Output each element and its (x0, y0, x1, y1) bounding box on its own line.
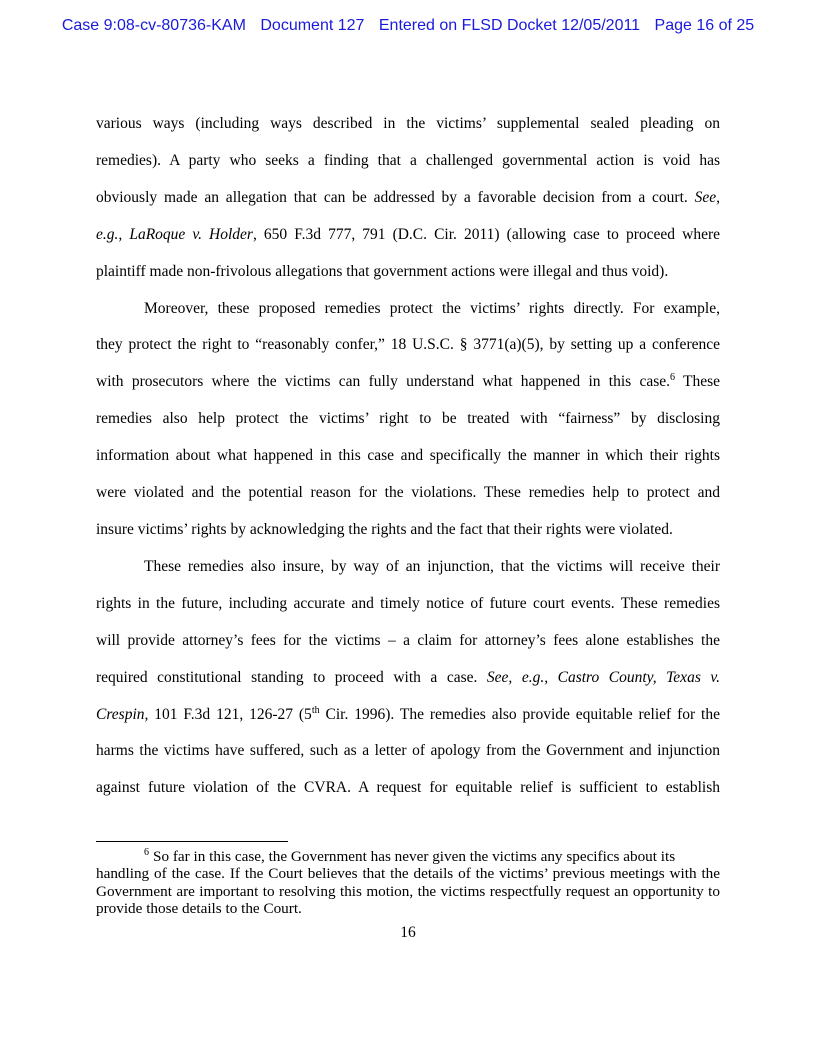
paragraph-3: These remedies also insure, by way of an injunction, that the victims will receive their rights in the future, including accurate and timely notice of future court events. These remedies will provide attorney’s fees for the victims – a claim for attorney’s fees alone establishes the required constitutional standing to proceed with a case. See, e.g., Castro County, Texas v. Crespin, 101 F.3d 121, 126-27 (5th Cir. 1996). The remedies also provide equitable relief for the harms the victims have suffered, such as a letter of apology from the Government and injunction against future violation of the CVRA. A request for equitable relief is sufficient to establish (96, 557, 720, 797)
case-number: Case 9:08-cv-80736-KAM (61, 17, 246, 34)
footnote-ref[interactable]: 6 (670, 372, 675, 384)
paragraph-1: various ways (including ways described in the victims’ supplemental sealed pleading on remedies). A party who seeks a finding that a challenged governmental action is void has obviously made an allegation that can be addressed by a favorable decision from a court. See, e.g., LaRoque v. Holder, 650 F.3d 777, 791 (D.C. Cir. 2011) (allowing case to proceed where (96, 115, 720, 243)
page-of: Page 16 of 25 (654, 17, 755, 34)
docket-header (0, 17, 816, 35)
footnote-6: $^6$ So far in this case, the Government has never given the victims any specifics about its handling of the case. If the Court believes that the details of the victims’ previous meetings with the Government are important to resolving this motion, the victims respectfully request an opportunity to provide those details to the Court. (96, 846, 720, 918)
document-number: Document 127 (260, 17, 365, 34)
paragraph-2-end: insure victims’ rights by acknowledging the rights and the fact that their rights were violated. (96, 520, 673, 538)
footnote-divider (96, 841, 288, 842)
paragraph-2: Moreover, these proposed remedies protect the victims’ rights directly. For example, they protect the right to “reasonably confer,” 18 U.S.C. § 3771(a)(5), by setting up a conference with prosecutors where the victims can fully understand what happened in this case.$^6$ These remedies also help protect the victims’ right to be treated with “fairness” by disclosing information about what happened in this case and specifically the manner in which their rights were violated and the potential reason for the violations. These remedies help to protect and (96, 299, 720, 502)
footnote-number: 6 (144, 846, 149, 858)
page-number: 16 (400, 924, 416, 941)
docket-entry: Entered on FLSD Docket 12/05/2011 (378, 17, 641, 34)
paragraph-1-end: plaintiff made non-frivolous allegations that government actions were illegal and thus void). (96, 262, 669, 280)
body-text (96, 106, 720, 807)
